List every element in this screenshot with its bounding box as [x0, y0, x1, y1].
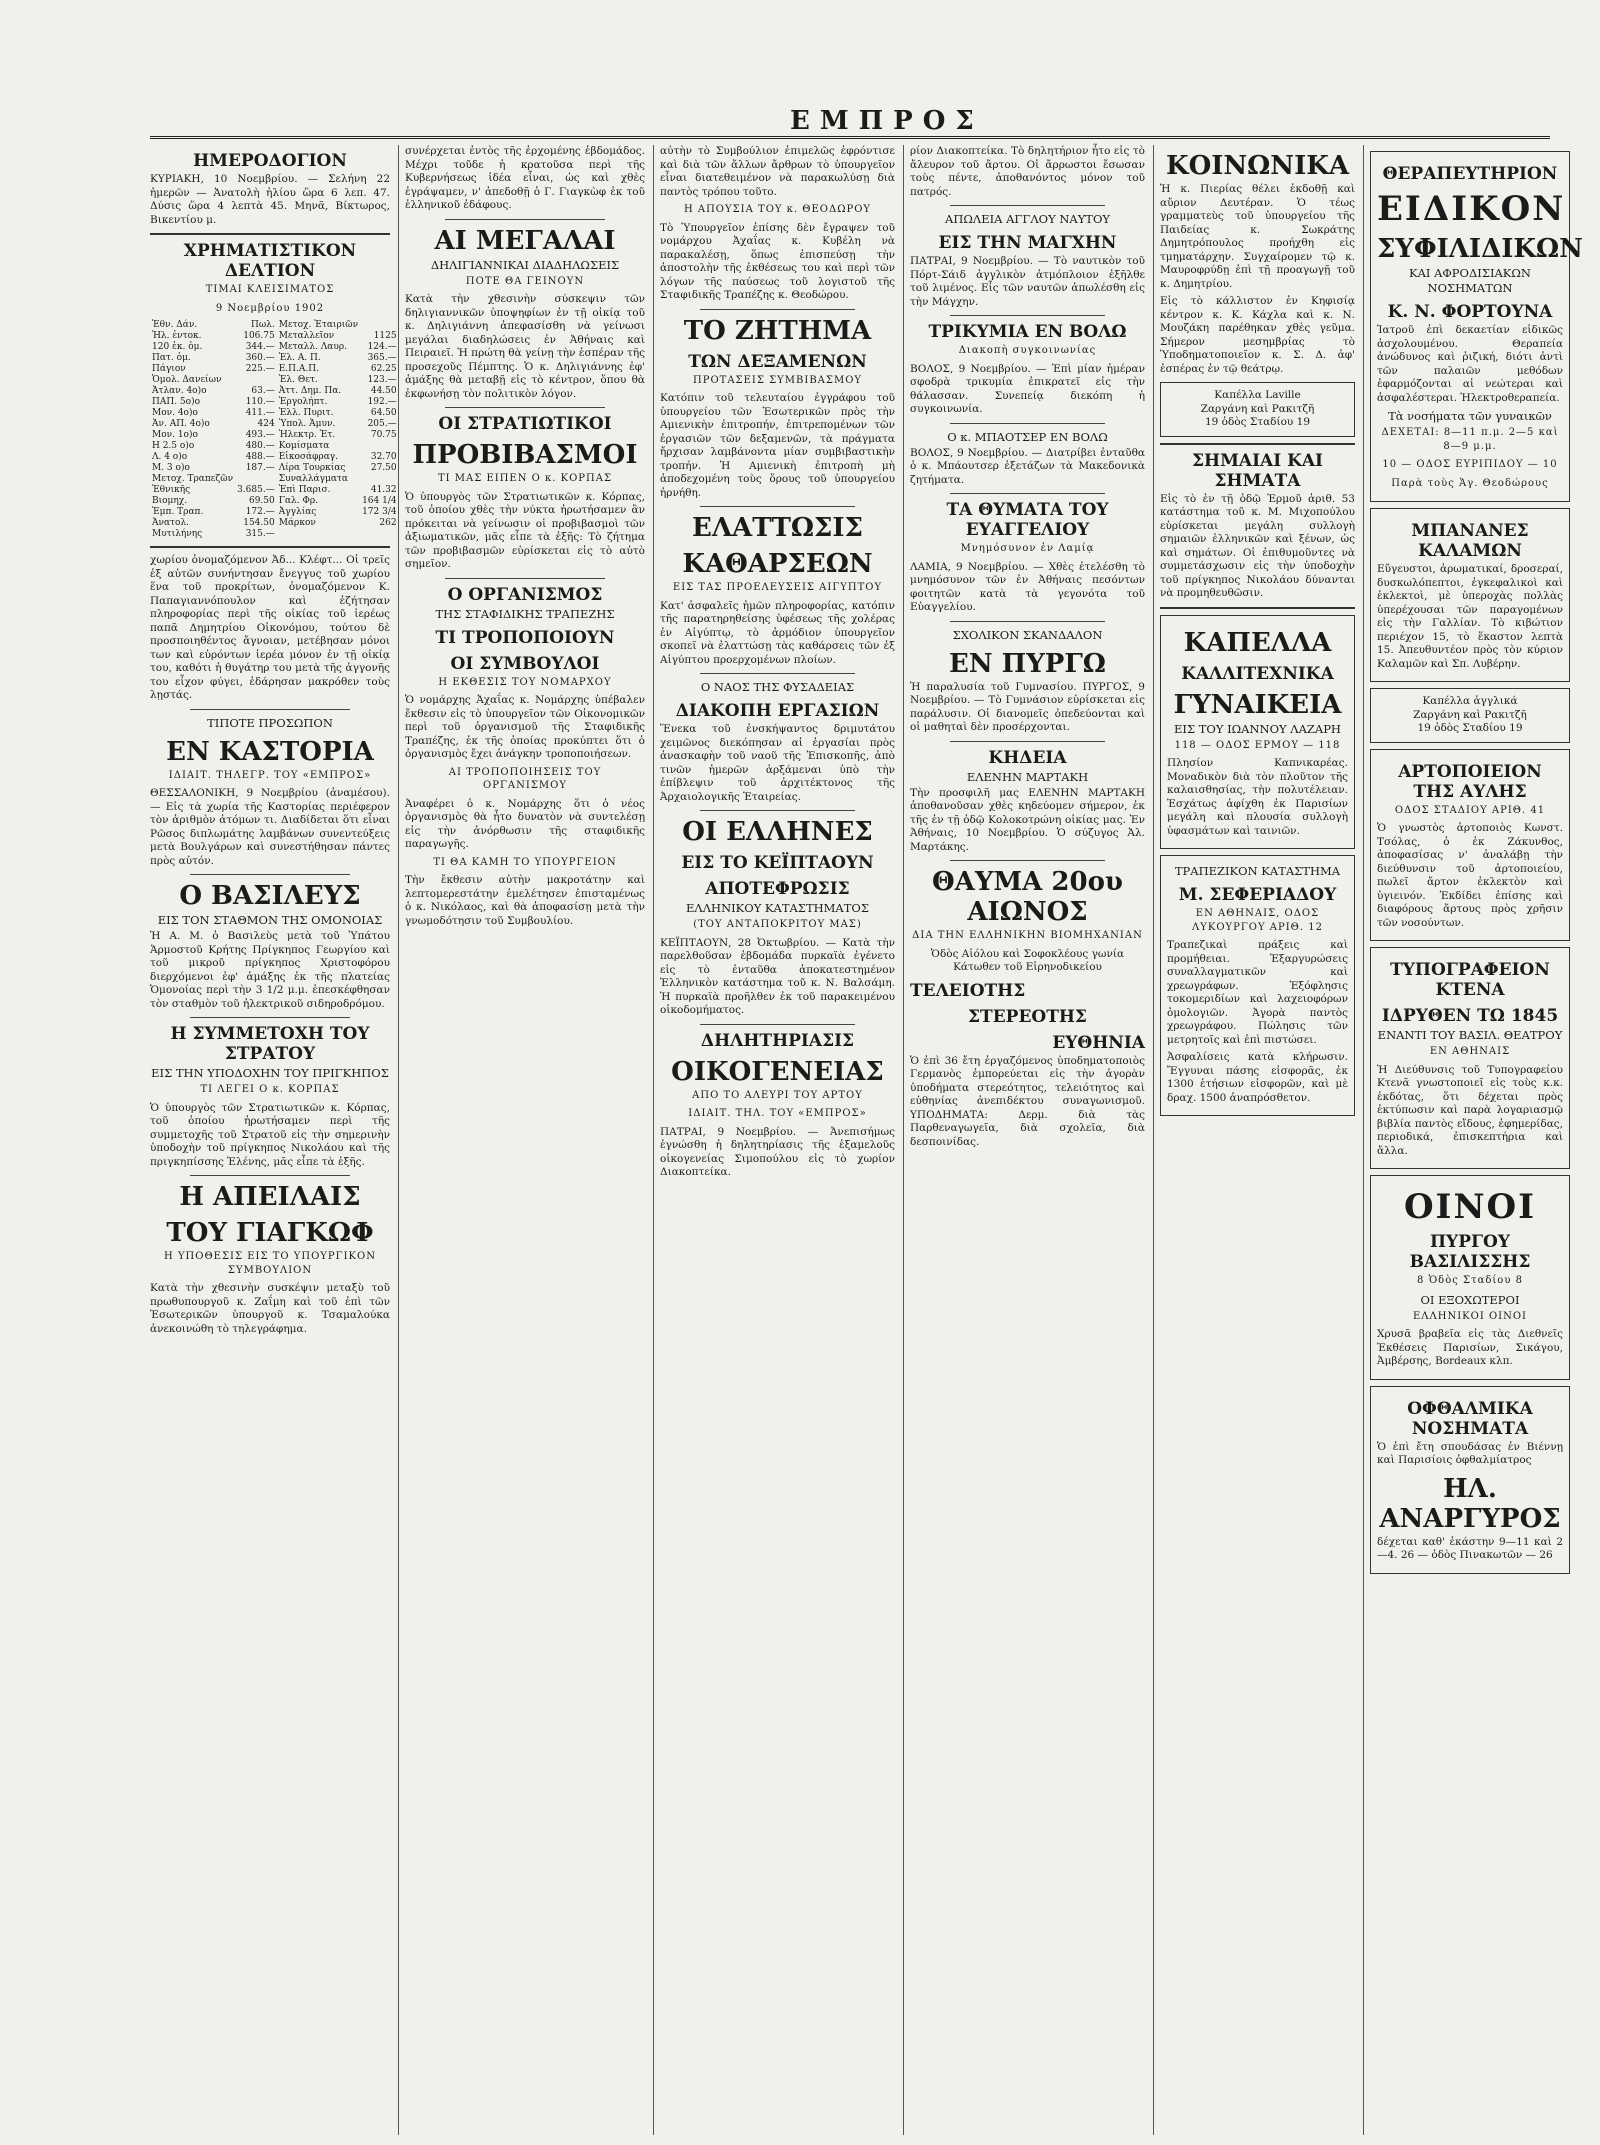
finance-cell: Ἀγγλίας: [278, 507, 317, 517]
headline-sub: ΔΗΛΙΓΙΑΝΝΙΚΑΙ ΔΙΑΔΗΛΩΣΕΙΣ: [430, 257, 620, 272]
finance-cell: 124.—: [367, 342, 397, 352]
ad-title: ΟΙΝΟΙ: [1403, 1187, 1537, 1227]
finance-cell: 315.—: [245, 529, 275, 539]
finance-cell: Μεταλλεῖον: [278, 331, 335, 341]
finance-cell: 123.—: [367, 375, 397, 385]
finance-cell: Μον. 4ο)ο: [152, 408, 198, 418]
headline-tag: Διακοπὴ συγκοινωνίας: [958, 345, 1097, 356]
finance-cell: Ἐμπ. Τραπ.: [152, 507, 204, 517]
divider: [700, 309, 855, 310]
headline-tag: ΤΙ ΜΑΣ ΕΙΠΕΝ Ο κ. ΚΟΡΠΑΣ: [437, 473, 613, 484]
headline-large: ΟΙΚΟΓΕΝΕΙΑΣ: [671, 1056, 884, 1087]
finance-cell: 32.70: [370, 452, 397, 462]
headline-tag: Μνημόσυνον ἐν Λαμίᾳ: [960, 543, 1095, 554]
headline-tag: ΑΠΟ ΤΟ ΑΛΕΥΡΙ ΤΟΥ ΑΡΤΟΥ: [692, 1089, 863, 1101]
column-4: [910, 145, 1145, 2135]
finance-cell: Πάγιον: [152, 364, 186, 374]
headline-large: ΚΟΙΝΩΝΙΚΑ: [1165, 151, 1349, 181]
ad-subtitle: ΕΙΔΙΚΟΝ: [1377, 189, 1566, 229]
headline-sub: ΑΠΩΛΕΙΑ ΑΓΓΛΟΥ ΝΑΥΤΟΥ: [945, 212, 1110, 226]
ad-subtitle: ΣΥΦΙΛΙΔΙΚΩΝ: [1377, 234, 1583, 264]
article-body: Ἡ Α. Μ. ὁ Βασιλεὺς μετὰ τοῦ Ὑπάτου Ἁρμοστοῦ Κρήτης Πρίγκηπος Γεωργίου καὶ τοῦ μικροῦ πρίγκηπος Χριστοφόρου διερχόμενοι ἐφ' ἁμάξης ἐκ τῆς πλατείας Ὁμονοίας περὶ τὴν 3 1/2 μ.μ. ἐπεσκέφθησαν τὸν σταθμὸν τοῦ ἠλεκτρικοῦ σιδηροδρόμου.: [150, 930, 390, 1010]
headline-sub: ΕΛΕΝΗΝ ΜΑΡΤΑΚΗ: [966, 769, 1089, 784]
ad-owner: ΕΙΣ ΤΟΥ ΙΩΑΝΝΟΥ ΛΑΖΑΡΗ: [1174, 721, 1341, 736]
article-body: Ὁδὸς Αἰόλου καὶ Σοφοκλέους γωνία Κάτωθεν τοῦ Εἰρηνοδικείου: [930, 947, 1125, 973]
headline: ΕΥΘΗΝΙΑ: [1052, 1032, 1145, 1053]
ad-title: ΟΦΘΑΛΜΙΚΑ ΝΟΣΗΜΑΤΑ: [1407, 1398, 1533, 1439]
divider: [190, 1175, 350, 1176]
finance-cell: 225.—: [245, 364, 275, 374]
advertisement: [1370, 508, 1570, 682]
finance-cell: 44.50: [370, 386, 397, 396]
advertisement: [1370, 947, 1570, 1169]
masthead: [150, 106, 1550, 139]
finance-row: [150, 397, 399, 408]
finance-cell: 493.—: [245, 430, 275, 440]
ad-subtitle: ΙΔΡΥΘΕΝ ΤΩ 1845: [1381, 1006, 1559, 1026]
finance-cell: Ὑπολ. Ἀμυν.: [278, 419, 336, 429]
headline-tag: Η ΕΚΘΕΣΙΣ ΤΟΥ ΝΟΜΑΡΧΟΥ: [438, 676, 612, 688]
headline-large: Η ΑΠΕΙΛΑΙΣ: [179, 1182, 361, 1212]
headline-tag: ΔΙΑ ΤΗΝ ΕΛΛΗΝΙΚΗΝ ΒΙΟΜΗΧΑΝΙΑΝ: [912, 930, 1143, 941]
finance-cell: [277, 529, 360, 540]
headline-tag: ΠΟΤΕ ΘΑ ΓΕΙΝΟΥΝ: [465, 275, 585, 287]
ad-line: Τὰ νοσήματα τῶν γυναικῶν: [1388, 409, 1552, 423]
headline-large: ΕΝ ΚΑΣΤΟΡΙΑ: [166, 736, 374, 767]
finance-cell: Ὁμολ. Δανείων: [152, 375, 222, 385]
article-body: ΘΕΣΣΑΛΟΝΙΚΗ, 9 Νοεμβρίου (ἀναμέσου). — Εἰς τὰ χωρία τῆς Καστορίας περιέφερον τὸν ἀριθμὸν ἀτόμων τι. Διαδίδεται ὅτι εἶναι Ρῶσος διπλωμάτης λαμβάνων συνεντεύξεις μετὰ Βουλγάρων καὶ συνεστήθησαν πάντες πρὸς αὐτόν.: [150, 787, 390, 867]
finance-cell: Ἐλ. Α. Π.: [278, 353, 321, 363]
finance-row: [150, 507, 399, 518]
finance-cell: 41.32: [370, 485, 397, 495]
article-body: ΚΕΪΠΤΑΟΥΝ, 28 Ὀκτωβρίου. — Κατὰ τὴν παρελθοῦσαν ἑβδομάδα πυρκαϊὰ ἐγένετο εἰς τὸ ἐνταῦθα ἀποκατεστημένον Ἑλληνικὸν κατάστημα τοῦ κ. Ν. Βαλσάμη. Ἡ πυρκαϊὰ προῆλθεν ἐκ τοῦ παρακειμένου οἰκοδομήματος.: [660, 936, 895, 1016]
finance-cell: Ἀτλαν. 4ο)ο: [152, 386, 207, 396]
finance-cell: Μεταλλ. Λαυρ.: [278, 342, 347, 352]
ad-subtitle: ΓΥΝΑΙΚΕΙΑ: [1173, 689, 1342, 720]
divider: [700, 506, 855, 507]
ad-address: 8 Ὁδὸς Σταδίου 8: [1417, 1275, 1523, 1286]
finance-cell: ΠΑΠ. 5ο)ο: [152, 397, 200, 407]
divider: [150, 546, 390, 548]
headline-large: ΠΡΟΒΙΒΑΣΜΟΙ: [412, 440, 638, 470]
article-body: Ἕνεκα τοῦ ἐνσκήψαντος δριμυτάτου χειμῶνος διεκόπησαν αἱ ἐργασίαι πρὸς ἀνασκαφὴν τοῦ ναοῦ τῆς Ἐπισκοπῆς, ἀπὸ τινῶν ἡμερῶν ἀρξάμεναι ὑπὸ τὴν ἐπίβλεψιν τοῦ ἀρχιτέκτονος τῆς Ἀρχαιολογικῆς Ἑταιρείας.: [660, 723, 895, 803]
finance-cell: 69.50: [248, 496, 275, 506]
advertisement: [1370, 1175, 1570, 1380]
article-body: Κατ' ἀσφαλεῖς ἡμῶν πληροφορίας, κατόπιν τῆς παρατηρηθείσης ὑφέσεως τῆς χολέρας ἐν Αἰγύπτῳ, τὸ ἁρμόδιον ὑπουργεῖον σκοπεῖ νὰ ἐλαττώσῃ τὰς καθάρσεις τῶν ἐξ Αἰγύπτου προερχομένων πλοίων.: [660, 599, 895, 666]
finance-cell: [235, 474, 277, 485]
ad-body: δέχεται καθ' ἑκάστην 9—11 καὶ 2—4. 26 — ὁδὸς Πινακωτῶν — 26: [1377, 1535, 1563, 1561]
ad-body: Ἡ Διεύθυνσις τοῦ Τυπογραφείου Κτενᾶ γνωστοποιεῖ εἰς τοὺς κ.κ. ἐκδότας, ὅτι δέχεται πρὸς ἐκτύπωσιν καὶ παρὰ λογαριασμῷ βιβλία παντὸς εἴδους, ἐφημερίδας, περιοδικά, ἐπισκεπτήρια καὶ ἄλλα.: [1377, 1063, 1563, 1157]
finance-cell: 411.—: [245, 408, 275, 418]
divider: [445, 578, 605, 579]
finance-cell: Μετοχ. Ἐταιριῶν: [278, 320, 359, 330]
ad-body: Ἀσφαλίσεις κατὰ κλήρωσιν. Ἔγγυναι πάσης εἰσφορᾶς, ἐκ 1300 ἑτήσιων εἰσφορῶν, καὶ μὲ δραχ. 1500 ἀναπρόσθετον.: [1167, 1051, 1348, 1104]
headline: ΤΩΝ ΔΕΞΑΜΕΝΩΝ: [688, 351, 867, 372]
ad-address: ΟΔΟΣ ΣΤΑΔΙΟΥ ΑΡΙΘ. 41: [1394, 804, 1546, 816]
finance-cell: Λ. 4 ο)ο: [152, 452, 188, 462]
article-body: Ὁ νομάρχης Ἀχαΐας κ. Νομάρχης ὑπέβαλεν ἔκθεσιν εἰς τὸ ὑπουργεῖον τῶν Οἰκονομικῶν περὶ τοῦ ὀργανισμοῦ τῆς Σταφιδικῆς Τραπέζης, ἐκ τῆς ὁποίας προκύπτει ὅτι ὁ ὀργανισμὸς ἔχει ἀνάγκην τροποποιήσεων.: [405, 694, 645, 760]
finance-cell: [360, 441, 399, 452]
finance-title: ΧΡΗΜΑΤΙΣΤΙΚΟΝ ΔΕΛΤΙΟΝ: [183, 241, 357, 281]
finance-cell: 164 1/4: [362, 496, 397, 506]
divider: [950, 423, 1105, 424]
article-body: Ὁ ὑπουργὸς τῶν Στρατιωτικῶν κ. Κόρπας, τοῦ ὁποίου ἠρωτήσαμεν περὶ τῆς συμμετοχῆς τοῦ Στρατοῦ εἰς τὴν σημερινὴν ὑποδοχὴν τοῦ πρίγκηπος Νικολάου καὶ τῆς πριγκηπίσσης Ἑλένης, μᾶς εἶπε τὰ ἑξῆς.: [150, 1101, 390, 1168]
finance-row: [150, 342, 399, 353]
article-body: ΛΑΜΙΑ, 9 Νοεμβρίου. — Χθὲς ἐτελέσθη τὸ μνημόσυνον τῶν ἐν Ἀθήναις πεσόντων φοιτητῶν κατὰ τὰ γεγονότα τοῦ Εὐαγγελίου.: [910, 560, 1145, 613]
ad-subtitle: ΟΙ ΕΞΟΧΩΤΕΡΟΙ: [1420, 1292, 1520, 1307]
advertisement: [1370, 749, 1570, 942]
divider: [950, 621, 1105, 622]
finance-cell: Ἐλλ. Πυριτ.: [278, 408, 334, 418]
finance-cell: 192.—: [367, 397, 397, 407]
headline-tag: ΙΔΙΑΙΤ. ΤΗΛΕΓΡ. ΤΟΥ «ΕΜΠΡΟΣ»: [168, 769, 372, 781]
headline-sub: ΕΛΛΗΝΙΚΟΥ ΚΑΤΑΣΤΗΜΑΤΟΣ: [686, 901, 869, 915]
ad-title: ΘΕΡΑΠΕΥΤΗΡΙΟΝ: [1382, 164, 1558, 184]
ad-owner: ΗΛ. ΑΝΑΡΓΥΡΟΣ: [1379, 1473, 1561, 1534]
finance-cell: 172 3/4: [362, 507, 397, 517]
ad-body: Τραπεζικαὶ πράξεις καὶ προμήθειαι. Ἐξαργυρώσεις συναλλαγματικῶν καὶ χρεωγράφων. Ἐξόφλησις τοκομεριδίων καὶ λαχειοφόρων ὁμολογιῶν. Ἀγορὰ παντὸς χρεωγράφου. Πώλησις τῶν μετρητοῖς καὶ ἐπὶ πιστώσει.: [1167, 939, 1348, 1046]
calendar-title: ΗΜΕΡΟΔΟΓΙΟΝ: [193, 151, 347, 171]
finance-cell: 205.—: [367, 419, 397, 429]
finance-cell: 27.50: [370, 463, 397, 473]
headline: ΑΠΟΤΕΦΡΩΣΙΣ: [705, 879, 850, 899]
article-body: Ὁ ὑπουργὸς τῶν Στρατιωτικῶν κ. Κόρπας, τοῦ ὁποίου χθὲς τὴν νύκτα ἠρωτήσαμεν ἂν πρόκειται νὰ γείνωσιν οἱ προβιβασμοὶ τῶν ἀξιωματικῶν, μᾶς εἶπε τὰ ἑξῆς: Τὸ ζήτημα τῶν προβιβασμῶν εὑρίσκεται εἰς τὸ αὐτὸ σημεῖον.: [405, 490, 645, 570]
article-body: χωρίου ὀνομαζόμενον Ἀδ... Κλέφτ... Οἱ τρεῖς ἐξ αὐτῶν συνήντησαν ἔνεγγυς τοῦ χωρίου ἕνα τοῦ προκρίτων, ὀνομαζόμενον Κ. Παπαγιαννόπουλον καὶ ἐζήτησαν πληροφορίας περὶ τῆς οἰκίας τοῦ ἱερέως παπᾶ Δημητρίου Οἰκονόμου, τούτου δὲ προσποιηθέντος ἄγνοιαν, μετέβησαν μόνοι των καὶ εὑρόντων ἱερέα μόνον ἐν τῇ οἰκίᾳ του, καθότι ἡ θυγάτηρ του μετὰ τῆς ἀγγονῆς του εἶχον φύγει, ἐδάρησαν μακρόθεν τοὺς λῃστάς.: [150, 554, 390, 701]
ad-address: 19 ὁδὸς Σταδίου 19: [1417, 722, 1523, 734]
advertisement: [1160, 615, 1355, 850]
finance-cell: Μετοχ. Τραπεζῶν: [152, 474, 234, 484]
headline: ΤΙ ΤΡΟΠΟΠΟΙΟΥΝ: [435, 627, 615, 648]
ad-address: ΕΝ ΑΘΗΝΑΙΣ, ΟΔΟΣ ΛΥΚΟΥΡΓΟΥ ΑΡΙΘ. 12: [1192, 908, 1323, 933]
divider: [950, 205, 1105, 206]
headline: ΤΑ ΘΥΜΑΤΑ ΤΟΥ ΕΥΑΓΓΕΛΙΟΥ: [946, 500, 1109, 540]
article-body: ΠΑΤΡΑΙ, 9 Νοεμβρίου. — Τὸ ναυτικὸν τοῦ Πόρτ-Σάιδ ἀγγλικὸν ἀτμόπλοιον ἐξῆλθε τοῦ λιμένος. Εἷς τῶν ναυτῶν ἀπωλέσθη εἰς τὴν Μάγχην.: [910, 255, 1145, 308]
divider: [700, 673, 855, 674]
headline-large: ΟΙ ΕΛΛΗΝΕΣ: [682, 817, 873, 847]
headline: ΤΕΛΕΙΟΤΗΣ: [910, 980, 1026, 1001]
headline: ΚΗΔΕΙΑ: [988, 747, 1067, 768]
article-body: Ὁ ἐπὶ 36 ἔτη ἐργαζόμενος ὑποδηματοποιὸς Γερμανὸς ἐμπορεύεται εἰς τὴν ἀγορὰν ὑποδήματα στερεότητος, τελειότητος καὶ εὐθηνίας ἀνεπιδέκτου συναγωνισμοῦ. ΥΠΟΔΗΜΑΤΑ: Δερμ. διὰ τὰς Παρθεναγωγεῖα, διὰ σχολεῖα, διὰ δεσποινίδας.: [910, 1054, 1145, 1148]
divider: [190, 709, 350, 710]
advertisement: [1370, 151, 1583, 502]
advertisement: [1370, 1386, 1570, 1574]
ad-address: 19 ὁδὸς Σταδίου 19: [1204, 416, 1311, 428]
ad-subtitle: Μ. ΣΕΦΕΡΙΑΔΟΥ: [1178, 885, 1337, 905]
finance-row: [150, 375, 399, 386]
finance-row: [150, 496, 399, 507]
headline-large: ΤΟΥ ΓΙΑΓΚΩΦ: [166, 1218, 374, 1248]
headline-tag: (ΤΟΥ ΑΝΤΑΠΟΚΡΙΤΟΥ ΜΑΣ): [693, 919, 862, 930]
finance-cell: 480.—: [245, 441, 275, 451]
ad-owner: Κ. Ν. ΦΟΡΤΟΥΝΑ: [1387, 302, 1553, 322]
ad-body: Ἰατροῦ ἐπὶ δεκαετίαν εἰδικῶς ἀσχολουμένου. Θεραπεία ἀνώδυνος καὶ ῥιζική, διότι ἀντὶ τῶν παλαιῶν μεθόδων ἐφαρμόζονται αἱ νεώτεραι καὶ ἀσφαλέστεραι. Ἠλεκτροθεραπεία.: [1377, 324, 1563, 404]
ad-line: Ζαργάνη καὶ Ρακιτζῆ: [1200, 402, 1315, 415]
finance-cell: 488.—: [245, 452, 275, 462]
headline: ΟΙ ΣΥΜΒΟΥΛΟΙ: [450, 653, 600, 674]
headline-large: ΚΑΘΑΡΣΕΩΝ: [682, 549, 873, 579]
headline: ΕΙΣ ΤΗΝ ΜΑΓΧΗΝ: [938, 233, 1117, 253]
finance-cell: Ε.Π.Α.Π.: [278, 364, 319, 374]
headline: ΔΙΑΚΟΠΗ ΕΡΓΑΣΙΩΝ: [675, 701, 880, 721]
headline-large: ΑΙ ΜΕΓΑΛΑΙ: [434, 225, 616, 256]
finance-table: [150, 320, 399, 540]
article-body: Εἰς τὸ ἐν τῇ ὁδῷ Ἑρμοῦ ἀριθ. 53 κατάστημα τοῦ κ. Μ. Μιχοπούλου εὑρίσκεται μεγάλη συλλογὴ σημαιῶν ἑλληνικῶν καὶ ξένων, ὡς καὶ σημάτων. Οἱ ἐπιθυμοῦντες νὰ συμμετάσχωσιν εἰς τὴν ὑποδοχὴν τοῦ πρίγκηπος Νικολάου δύνανται νὰ προμηθευθῶσιν.: [1160, 492, 1355, 599]
finance-cell: 344.—: [245, 342, 275, 352]
headline: ΟΙ ΣΤΡΑΤΙΩΤΙΚΟΙ: [438, 414, 612, 434]
headline-tag: ΤΙ ΛΕΓΕΙ Ο κ. ΚΟΡΠΑΣ: [200, 1084, 340, 1095]
finance-cell: Ἡλ. ἐντοκ.: [152, 331, 202, 341]
divider: [1160, 607, 1355, 609]
headline-sub: Ο κ. ΜΠΑΟΤΣΕΡ ΕΝ ΒΟΛΩ: [947, 429, 1108, 444]
finance-cell: Μ. 3 ο)ο: [152, 463, 190, 473]
finance-cell: 187.—: [245, 463, 275, 473]
finance-cell: Γαλ. Φρ.: [278, 496, 319, 506]
finance-row: [150, 441, 399, 452]
headline-tag: ΑΙ ΤΡΟΠΟΠΟΙΗΣΕΙΣ ΤΟΥ ΟΡΓΑΝΙΣΜΟΥ: [448, 766, 602, 791]
finance-cell: 3.685.—: [237, 485, 275, 495]
finance-row: [150, 364, 399, 375]
headline: ΣΗΜΑΙΑΙ ΚΑΙ ΣΗΜΑΤΑ: [1191, 450, 1324, 491]
finance-cell: Ἐργολήπτ.: [278, 397, 328, 407]
ad-subtitle: ΕΝΑΝΤΙ ΤΟΥ ΒΑΣΙΛ. ΘΕΑΤΡΟΥ: [1377, 1028, 1563, 1042]
finance-cell: Ἀν. ΑΠ. 4ο)ο: [152, 419, 210, 429]
ad-body: Εὔγευστοι, ἀρωματικαί, δροσεραί, δυσκωλόπεπτοι, ἐγκεφαλικοὶ καὶ ἐκλεκτοὶ, μὲ ὑπεροχὰς πολλὰς ὑπερέχουσαι τῶν παραγομένων εἰς τὴν Γαλλίαν. Τὸ κιβώτιον περιέχον 15, τὸ ἕκαστον λεπτὰ 15. Ἀπευθυντέον πρὸς τὸν κύριον Καλαμῶν καὶ Σπ. Λυβέρην.: [1377, 563, 1563, 670]
finance-row: [150, 353, 399, 364]
divider: [1160, 443, 1355, 445]
finance-cell: [360, 474, 399, 485]
ad-subtitle: ΚΑΙ ΑΦΡΟΔΙΣΙΑΚΩΝ ΝΟΣΗΜΑΤΩΝ: [1408, 266, 1531, 295]
finance-cell: 106.75: [243, 331, 275, 341]
headline-sub: Ο ΝΑΟΣ ΤΗΣ ΦΥΣΑΔΕΙΑΣ: [700, 680, 855, 694]
article-body: ΒΟΛΟΣ, 9 Νοεμβρίου. — Διατρίβει ἐνταῦθα ὁ κ. Μπάουτσερ ἐξετάζων τὰ Μακεδονικὰ ζητήματα.: [910, 446, 1145, 486]
column-3: [660, 145, 895, 2135]
headline-large: ΕΝ ΠΥΡΓΩ: [949, 648, 1106, 679]
ad-address: ΕΝ ΑΘΗΝΑΙΣ: [1429, 1046, 1511, 1057]
advertisement: [1160, 855, 1355, 1116]
finance-cell: Ἀνατολ.: [152, 518, 190, 528]
ad-body: Ὁ ἐπὶ ἔτη σπουδάσας ἐν Βιέννῃ καὶ Παρισίοις ὀφθαλμίατρος: [1377, 1440, 1563, 1466]
ad-title: ΤΡΑΠΕΖΙΚΟΝ ΚΑΤΑΣΤΗΜΑ: [1174, 864, 1341, 878]
finance-cell: Πατ. ὁμ.: [152, 353, 191, 363]
finance-cell: Πωλ.: [250, 320, 275, 330]
headline-large: ΤΟ ΖΗΤΗΜΑ: [683, 315, 872, 346]
divider: [190, 1017, 350, 1018]
finance-cell: Μυτιλήνης: [152, 529, 203, 539]
headline-large: Ο ΒΑΣΙΛΕΥΣ: [179, 881, 361, 911]
article-body: Κατὰ τὴν χθεσινὴν σύσκεψιν τῶν δηλιγιαννικῶν ὑποψηφίων ἐν τῇ οἰκίᾳ τοῦ κ. Δηλιγιάννη ἀπεφασίσθη νὰ γείνωσι μεγάλαι διαδηλώσεις ἐν Ἀθήναις καὶ Πειραιεῖ. Ἡ πρώτη θὰ γείνῃ τὴν ἑσπέραν τῆς προσεχοῦς Πέμπτης. Ὁ κ. Δηλιγιάννης ἐφ' ἁμάξης θὰ μεταβῇ εἰς τὸ κέντρον, ὅπου θὰ ἐκφωνήσῃ τὸν πολιτικὸν λόγον.: [405, 293, 645, 400]
finance-row: [150, 408, 399, 419]
calendar-text: ΚΥΡΙΑΚΗ, 10 Νοεμβρίου. — Σελήνη 22 ἡμερῶν — Ἀνατολὴ ἡλίου ὥρα 6 λεπ. 47. Δύσις ὥρα 4 λεπτὰ 45. Μηνᾶ, Βίκτωρος, Βικεντίου μ.: [150, 173, 390, 226]
advertisement: [1160, 382, 1355, 437]
finance-cell: Λίρα Τουρκίας: [278, 463, 346, 473]
article-body: Τὴν προσφιλῆ μας ΕΛΕΝΗΝ ΜΑΡΤΑΚΗ ἀποθανοῦσαν χθὲς κηδεύομεν σήμερον, ἐκ τῆς ἐν τῇ ὁδῷ Κολοκοτρώνη οἰκίας μας. Ἐν Ἀθήναις, 10 Νοεμβρίου. Ὁ σύζυγος Ἀλ. Μαρτάκης.: [910, 786, 1145, 853]
headline-sub: ΣΧΟΛΙΚΟΝ ΣΚΑΝΔΑΛΟΝ: [952, 627, 1103, 642]
headline-tag: ΤΙ ΘΑ ΚΑΜΗ ΤΟ ΥΠΟΥΡΓΕΙΟΝ: [433, 856, 617, 868]
headline: ΕΙΣ ΤΟ ΚΕΪΠΤΑΟΥΝ: [681, 853, 874, 873]
finance-cell: 1125: [373, 331, 397, 341]
ad-body: Πλησίον Καπνικαρέας. Μοναδικὸν διὰ τὸν πλοῦτον τῆς καλαισθησίας, τὴν πολυτέλειαν. Ἐσχάτως ἀφίχθη ἐκ Παρισίων μεγάλη καὶ πλουσία συλλογὴ ὑφασμάτων καὶ ταινιῶν.: [1167, 757, 1348, 837]
article-body: Κατὰ τὴν χθεσινὴν συσκέψιν μεταξὺ τοῦ πρωθυπουργοῦ κ. Ζαΐμη καὶ τοῦ ἐπὶ τῶν Ἐσωτερικῶν ὑπουργοῦ κ. Τσαμαλούκα ἀνεκοινώθη τὸ τηλεγράφημα.: [150, 1282, 390, 1335]
finance-cell: 110.—: [245, 397, 275, 407]
finance-date: 9 Νοεμβρίου 1902: [215, 302, 325, 314]
article-body: Κατόπιν τοῦ τελευταίου ἐγγράφου τοῦ ὑπουργείου τῶν Ἐσωτερικῶν πρὸς τὴν Αμιενικὴν ἐπιτροπήν, ἐπιτρεπομένων τῶν ἐργασιῶν τῶν δεξαμενῶν, τὰ πράγματα ἤρχισαν λαμβάνοντα μίαν συμβιβαστικὴν τροπήν. Ἡ Αμιενικὴ ἐπιτροπὴ μὴ ἀποδεχομένη τοὺς ὅρους τοῦ ὑπουργείου ἠρνήθη.: [660, 392, 895, 499]
finance-row: [150, 320, 399, 331]
headline: Η ΣΥΜΜΕΤΟΧΗ ΤΟΥ ΣΤΡΑΤΟΥ: [170, 1024, 370, 1064]
headline-tag: ΕΙΣ ΤΑΣ ΠΡΟΕΛΕΥΣΕΙΣ ΑΙΓΥΠΤΟΥ: [672, 582, 883, 593]
column-1: [150, 145, 397, 2135]
ad-line: Ζαργάνη καὶ Ρακιτζῆ: [1413, 708, 1527, 721]
headline: Ο ΟΡΓΑΝΙΣΜΟΣ: [447, 584, 603, 605]
article-body: ΒΟΛΟΣ, 9 Νοεμβρίου. — Ἐπὶ μίαν ἡμέραν σφοδρὰ τρικυμία ἐπικρατεῖ εἰς τὴν θάλασσαν. Συνεπείᾳ διεκόπη ἡ συγκοινωνία.: [910, 362, 1145, 415]
finance-row: [150, 386, 399, 397]
finance-cell: 360.—: [245, 353, 275, 363]
divider: [700, 810, 855, 811]
finance-cell: 172.—: [245, 507, 275, 517]
headline-sub: ΕΙΣ ΤΟΝ ΣΤΑΘΜΟΝ ΤΗΣ ΟΜΟΝΟΙΑΣ: [157, 913, 383, 927]
finance-row: [150, 529, 399, 540]
article-body: Εἰς τὸ κάλλιστον ἐν Κηφισίᾳ κέντρον κ. Κ. Κάχλα καὶ κ. Ν. Μουζάκη παρέθηκαν χθὲς γεῦμα. Σήμερον μεσημβρίας τὸ Ὑποδηματοποιεῖον κ. Σ. Δ. ἀφ' ἐσπέρας ἐν τῷ θεάτρῳ.: [1160, 295, 1355, 375]
finance-cell: Ἐλ. Θετ.: [278, 375, 318, 385]
divider: [950, 493, 1105, 494]
finance-cell: 64.50: [370, 408, 397, 418]
finance-row: [150, 430, 399, 441]
ad-line: Καπέλλα ἀγγλικά: [1422, 695, 1518, 707]
article-body: Ἡ κ. Πιερίας θέλει ἐκδοθῇ καὶ αὔριον Δευτέραν. Ὁ τέως γραμματεὺς τοῦ ὑπουργείου τῆς Παιδείας κ. Σωκράτης Δημητρόπουλος προήχθη εἰς τμηματάρχην. Συγχαίρομεν τῷ κ. Μαυροφρύδῃ ἐπὶ τῇ προαγωγῇ τοῦ κ. Δημητρίου.: [1160, 183, 1355, 290]
headline-sub: ΤΗΣ ΣΤΑΦΙΔΙΚΗΣ ΤΡΑΠΕΖΗΣ: [435, 606, 615, 621]
headline: ΣΤΕΡΕΟΤΗΣ: [968, 1006, 1087, 1027]
ad-subtitle: ΠΥΡΓΟΥ ΒΑΣΙΛΙΣΣΗΣ: [1409, 1232, 1531, 1272]
headline-tag: Η ΥΠΟΘΕΣΙΣ ΕΙΣ ΤΟ ΥΠΟΥΡΓΙΚΟΝ ΣΥΜΒΟΥΛΙΟΝ: [164, 1251, 376, 1276]
divider: [445, 407, 605, 408]
ad-line: Καπέλλα Laville: [1214, 389, 1301, 401]
divider: [700, 1024, 855, 1025]
divider: [150, 233, 390, 235]
finance-cell: 62.25: [370, 364, 397, 374]
article-body: ρίον Διακοπτείκα. Τὸ δηλητήριον ἦτο εἰς τὸ ἄλευρον τοῦ ἄρτου. Οἱ ἄρρωστοι ἔσωσαν τοὺς πέντε, ἀποθανόντος μόνον τοῦ πατρός.: [910, 145, 1145, 198]
divider: [950, 315, 1105, 316]
finance-row: [150, 331, 399, 342]
finance-cell: 120 ἐκ. ὁμ.: [152, 342, 203, 352]
finance-cell: Ἀττ. Δημ. Πα.: [278, 386, 342, 396]
finance-cell: Ἐπὶ Παρισ.: [278, 485, 331, 495]
finance-row: [150, 518, 399, 529]
divider: [950, 860, 1105, 861]
finance-cell: Ἐθνικῆς: [152, 485, 191, 495]
finance-cell: [235, 375, 277, 386]
ad-body: Χρυσᾶ βραβεῖα εἰς τὰς Διεθνεῖς Ἐκθέσεις Παρισίων, Σικάγου, Ἀμβέρσης, Bordeaux κλπ.: [1377, 1328, 1563, 1367]
ad-hours: ΔΕΧΕΤΑΙ: 8—11 π.μ. 2—5 καὶ 8—9 μ.μ.: [1381, 427, 1559, 452]
article-body: αὐτὴν τὸ Συμβούλιον ἐπιμελῶς ἐφρόντισε καὶ διὰ τῶν ἄλλων ἄρθρων τὸ ὑπουργεῖον εἶναι διατεθειμένον νὰ παρακωλύσῃ διὰ παντὸς τρόπου τοῦτο.: [660, 145, 895, 198]
advertisement: [1370, 688, 1570, 743]
finance-row: [150, 419, 399, 430]
headline-large: ΕΛΑΤΤΩΣΙΣ: [692, 513, 863, 543]
column-6: [1370, 145, 1583, 2135]
article-body: Ἀναφέρει ὁ κ. Νομάρχης ὅτι ὁ νέος ὀργανισμὸς θὰ ἦτο δυνατὸν νὰ συντελέσῃ εἰς τὴν ἀνόρθωσιν τῆς σταφιδικῆς παραγωγῆς.: [405, 797, 645, 850]
finance-cell: Κομίσματα: [278, 441, 330, 451]
ad-title: ΑΡΤΟΠΟΙΕΙΟΝ ΤΗΣ ΑΥΛΗΣ: [1398, 761, 1542, 802]
column-2: [405, 145, 645, 2135]
headline-sub: ΕΙΣ ΤΗΝ ΥΠΟΔΟΧΗΝ ΤΟΥ ΠΡΙΓΚΗΠΟΣ: [151, 1066, 389, 1080]
headline: ΔΗΛΗΤΗΡΙΑΣΙΣ: [700, 1030, 855, 1051]
ad-subtitle: ΚΑΛΛΙΤΕΧΝΙΚΑ: [1181, 663, 1334, 684]
finance-cell: 365.—: [367, 353, 397, 363]
finance-row: [150, 474, 399, 485]
ad-title: ΚΑΠΕΛΛΑ: [1183, 627, 1332, 658]
finance-subtitle: ΤΙΜΑΙ ΚΛΕΙΣΙΜΑΤΟΣ: [205, 284, 335, 295]
article-body: Ἡ παραλυσία τοῦ Γυμνασίου. ΠΥΡΓΟΣ, 9 Νοεμβρίου. — Τὸ Γυμνάσιον εὑρίσκεται εἰς παράλυσιν. Οἱ διανομεῖς ὀπεδεύονται καὶ οἱ μαθηταὶ δὲν προσέρχονται.: [910, 680, 1145, 733]
finance-cell: 63.—: [251, 386, 275, 396]
finance-cell: Μον. 1ο)ο: [152, 430, 198, 440]
finance-cell: Συναλλάγματα: [278, 474, 348, 484]
finance-cell: 70.75: [370, 430, 397, 440]
ad-address: 10 — ΟΔΟΣ ΕΥΡΙΠΙΔΟΥ — 10: [1382, 459, 1558, 470]
headline-tag: ΠΡΟΤΑΣΕΙΣ ΣΥΜΒΙΒΑΣΜΟΥ: [693, 374, 862, 386]
finance-cell: Η 2.5 ο)ο: [152, 441, 195, 451]
ad-body: Ὁ γνωστὸς ἀρτοποιὸς Κωνστ. Τσόλας, ὁ ἐκ Ζάκυνθος, ἀποφασίσας ν' ἀναλάβῃ τὴν διεύθυνσιν τοῦ ἀρτοποιείου, πωλεῖ ἄρτον ἐκλεκτὸν καὶ ὑγιεινόν. Ἐκδίδει ἐπίσης καὶ διαφόρους ἄρτους πρὸς χρῆσιν τῶν νοσούντων.: [1377, 822, 1563, 929]
headline-large: ΘΑΥΜΑ 20ου ΑΙΩΝΟΣ: [932, 867, 1123, 927]
finance-cell: Εἰκοσάφραγ.: [278, 452, 339, 462]
finance-cell: 154.50: [243, 518, 275, 528]
finance-cell: Βιομηχ.: [152, 496, 188, 506]
finance-cell: Ἐθν. Δάν.: [152, 320, 198, 330]
finance-cell: [360, 320, 399, 331]
article-body: Τὴν ἔκθεσιν αὐτὴν μακροτάτην καὶ λεπτομερεστάτην ἐμελέτησεν ἐπισταμένως ὁ κ. Νικόλαος, καὶ θὰ ἀποφασίσῃ μετὰ τὴν γνωμοδότησιν τοῦ Συμβουλίου.: [405, 874, 645, 927]
headline: ΤΙΠΟΤΕ ΠΡΟΣΩΠΟΝ: [207, 715, 333, 730]
ad-address: Παρὰ τοὺς Ἁγ. Θεοδώρους: [1391, 477, 1549, 489]
ad-title: ΜΠΑΝΑΝΕΣ ΚΑΛΑΜΩΝ: [1411, 521, 1529, 561]
article-body: συνέρχεται ἐντὸς τῆς ἐρχομένης ἑβδομάδος. Μέχρι τοῦδε ἡ κρατοῦσα περὶ τῆς Κυβερνήσεως ἰδέα εἶναι, ὡς καὶ χθὲς ἐγράψαμεν, ν' ἀπεδοθῇ ὁ Γ. Γιαγκὼφ ἐκ τοῦ ἑλληνικοῦ ἐδάφους.: [405, 145, 645, 211]
finance-row: [150, 485, 399, 496]
headline: ΤΡΙΚΥΜΙΑ ΕΝ ΒΟΛΩ: [928, 322, 1127, 342]
ad-title: ΤΥΠΟΓΡΑΦΕΙΟΝ ΚΤΕΝΑ: [1390, 960, 1550, 1000]
finance-row: [150, 452, 399, 463]
headline-tag: Η ΑΠΟΥΣΙΑ ΤΟΥ κ. ΘΕΟΔΩΡΟΥ: [683, 204, 872, 215]
masthead-title: ΕΜΠΡΟΣ: [790, 106, 984, 136]
divider: [950, 741, 1105, 742]
article-body: Τὸ Ὑπουργεῖον ἐπίσης δὲν ἔγραψεν τοῦ νομάρχου Ἀχαΐας κ. Κυβέλη νὰ παρακαλέσῃ, ὅπως ἐπισπεύσῃ τὴν ἀποστολὴν τῆς ἐκθέσεως του καὶ περὶ τῶν λόγων τῆς παύσεως τοῦ λογιστοῦ τῆς Σταφιδικῆς Τραπέζης κ. Θεοδώρου.: [660, 221, 895, 301]
column-5: [1160, 145, 1355, 2135]
article-body: ΠΑΤΡΑΙ, 9 Νοεμβρίου. — Ἀνεπισήμως ἐγνώσθη ἡ δηλητηρίασις τῆς ἑξαμελοῦς οἰκογενείας Σιμοπούλου εἰς τὸ χωρίον Διακοπτείκα.: [660, 1125, 895, 1178]
headline-tag: ΙΔΙΑΙΤ. ΤΗΛ. ΤΟΥ «ΕΜΠΡΟΣ»: [688, 1108, 867, 1119]
finance-cell: 424: [257, 419, 275, 429]
finance-cell: 262: [379, 518, 397, 528]
finance-row: [150, 463, 399, 474]
divider: [445, 219, 605, 220]
finance-cell: Μάρκον: [278, 518, 316, 528]
finance-cell: [360, 529, 399, 540]
divider: [190, 874, 350, 875]
ad-subtitle: ΕΛΛΗΝΙΚΟΙ ΟΙΝΟΙ: [1412, 1310, 1527, 1322]
ad-address: 118 — ΟΔΟΣ ΕΡΜΟΥ — 118: [1174, 739, 1341, 751]
finance-cell: Ἡλεκτρ. Ἐτ.: [278, 430, 336, 440]
